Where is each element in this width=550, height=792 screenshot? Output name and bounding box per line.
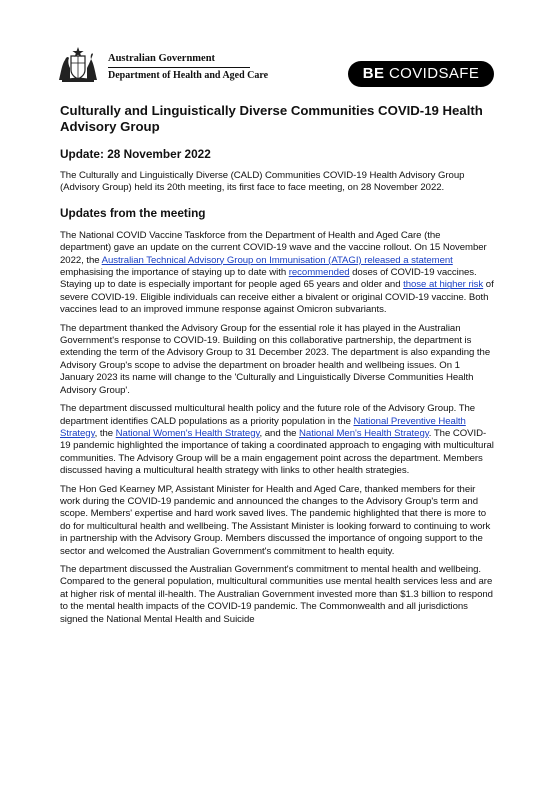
paragraph-mental-health: The department discussed the Australian Government's commitment to mental health and wellbeing. Compared to the general population, multicultural communities use mental health services less and are at higher risk of mental ill-health. The Australian Government invested more than $1.3 billion to respond to the mental health impacts of the COVID-19 pandemic. The Commonwealth and all jurisdictions signed the National Mental Health and Suicide bbox=[60, 563, 493, 625]
p3-text-c: , and the bbox=[259, 427, 300, 439]
paragraph-advisory-group-extension: The department thanked the Advisory Group for the essential role it has played in the Australian Government's response to COVID-19. Building on this collaborative partnership, the department is extending the term of the Advisory Group to 31 December 2023. The department is also expanding the Advisory Group's scope to advise the department on broader health and wellbeing issues. On 1 January 2023 its name will change to the 'Culturally and Linguistically Diverse Communities Health Advisory Group'. bbox=[60, 322, 491, 396]
p3-text-b: , the bbox=[94, 427, 116, 439]
intro-text: The Culturally and Linguistically Diverse (CALD) Communities COVID-19 Health Advisory Group (Advisory Group) held its 20th meeting, its first face to face meeting, on 28 November 2022. bbox=[60, 170, 465, 194]
badge-text-light: COVIDSAFE bbox=[388, 65, 480, 82]
department-name: Department of Health and Aged Care bbox=[108, 70, 269, 81]
updates-heading: Updates from the meeting bbox=[60, 205, 206, 220]
identity-divider bbox=[108, 67, 250, 68]
p3-text-d: . The COVID-19 pandemic highlighted the importance of taking a coordinated approach to engaging with multicultural communities. The Advisory Group will be a main engagement point across the department. Members discussed having a multicultural health strategy with links to other health strategies. bbox=[60, 427, 494, 477]
higher-risk-link[interactable]: those at higher risk bbox=[403, 279, 484, 291]
be-covidsafe-badge bbox=[348, 61, 494, 87]
atagi-statement-link[interactable]: Australian Technical Advisory Group on Immunisation (ATAGI) released a statement bbox=[101, 254, 453, 266]
p1-text-a: The National COVID Vaccine Taskforce from the Department of Health and Aged Care (the department) gave an update on the current COVID-19 wave and the vaccine rollout. On 15 November 2022, the bbox=[60, 229, 487, 266]
p3-text-a: The department discussed multicultural health policy and the future role of the Advisory Group. The department identifies CALD populations as a priority population in the bbox=[60, 403, 476, 427]
recommended-link[interactable]: recommended bbox=[288, 267, 350, 279]
document-body bbox=[60, 103, 494, 626]
mens-health-strategy-link[interactable]: National Men's Health Strategy bbox=[299, 427, 429, 439]
womens-health-strategy-link[interactable]: National Women's Health Strategy bbox=[115, 427, 260, 439]
update-date: Update: 28 November 2022 bbox=[60, 147, 211, 161]
intro-paragraph bbox=[60, 170, 494, 195]
preventive-health-strategy-link[interactable]: National Preventive Health Strategy bbox=[60, 415, 466, 439]
paragraph-vaccine-update bbox=[60, 230, 494, 317]
badge-text-bold: BE bbox=[362, 65, 385, 82]
government-name: Australian Government bbox=[108, 53, 216, 64]
government-identity bbox=[108, 53, 268, 82]
p1-text-d: of severe COVID-19. Eligible individuals can receive either a bivalent or original COVID-19 vaccine. Both vaccines lead to an improved immune response against Omicron subvariants. bbox=[60, 279, 494, 316]
paragraph-multicultural-policy bbox=[60, 403, 494, 477]
p1-text-c: doses of COVID-19 vaccines. Staying up to date is especially important for people aged 65 years and older and bbox=[60, 267, 477, 291]
coat-of-arms-icon bbox=[56, 46, 100, 84]
p1-text-b: emphasising the importance of staying up to date with bbox=[60, 267, 289, 279]
paragraph-assistant-minister: The Hon Ged Kearney MP, Assistant Minister for Health and Aged Care, thanked members for their work during the COVID-19 pandemic and announced the changes to the Advisory Group's term and scope. Members' expertise and hard work saved lives. The pandemic highlighted that there is more to do for multicultural health and wellbeing. The Assistant Minister is looking forward to continuing to work in partnership with the Advisory Group. Members discussed the importance of ongoing support to the sector and welcomed the Australian Government's commitment to health equity. bbox=[60, 483, 491, 557]
document-title: Culturally and Linguistically Diverse Communities COVID-19 Health Advisory Group bbox=[60, 103, 483, 134]
